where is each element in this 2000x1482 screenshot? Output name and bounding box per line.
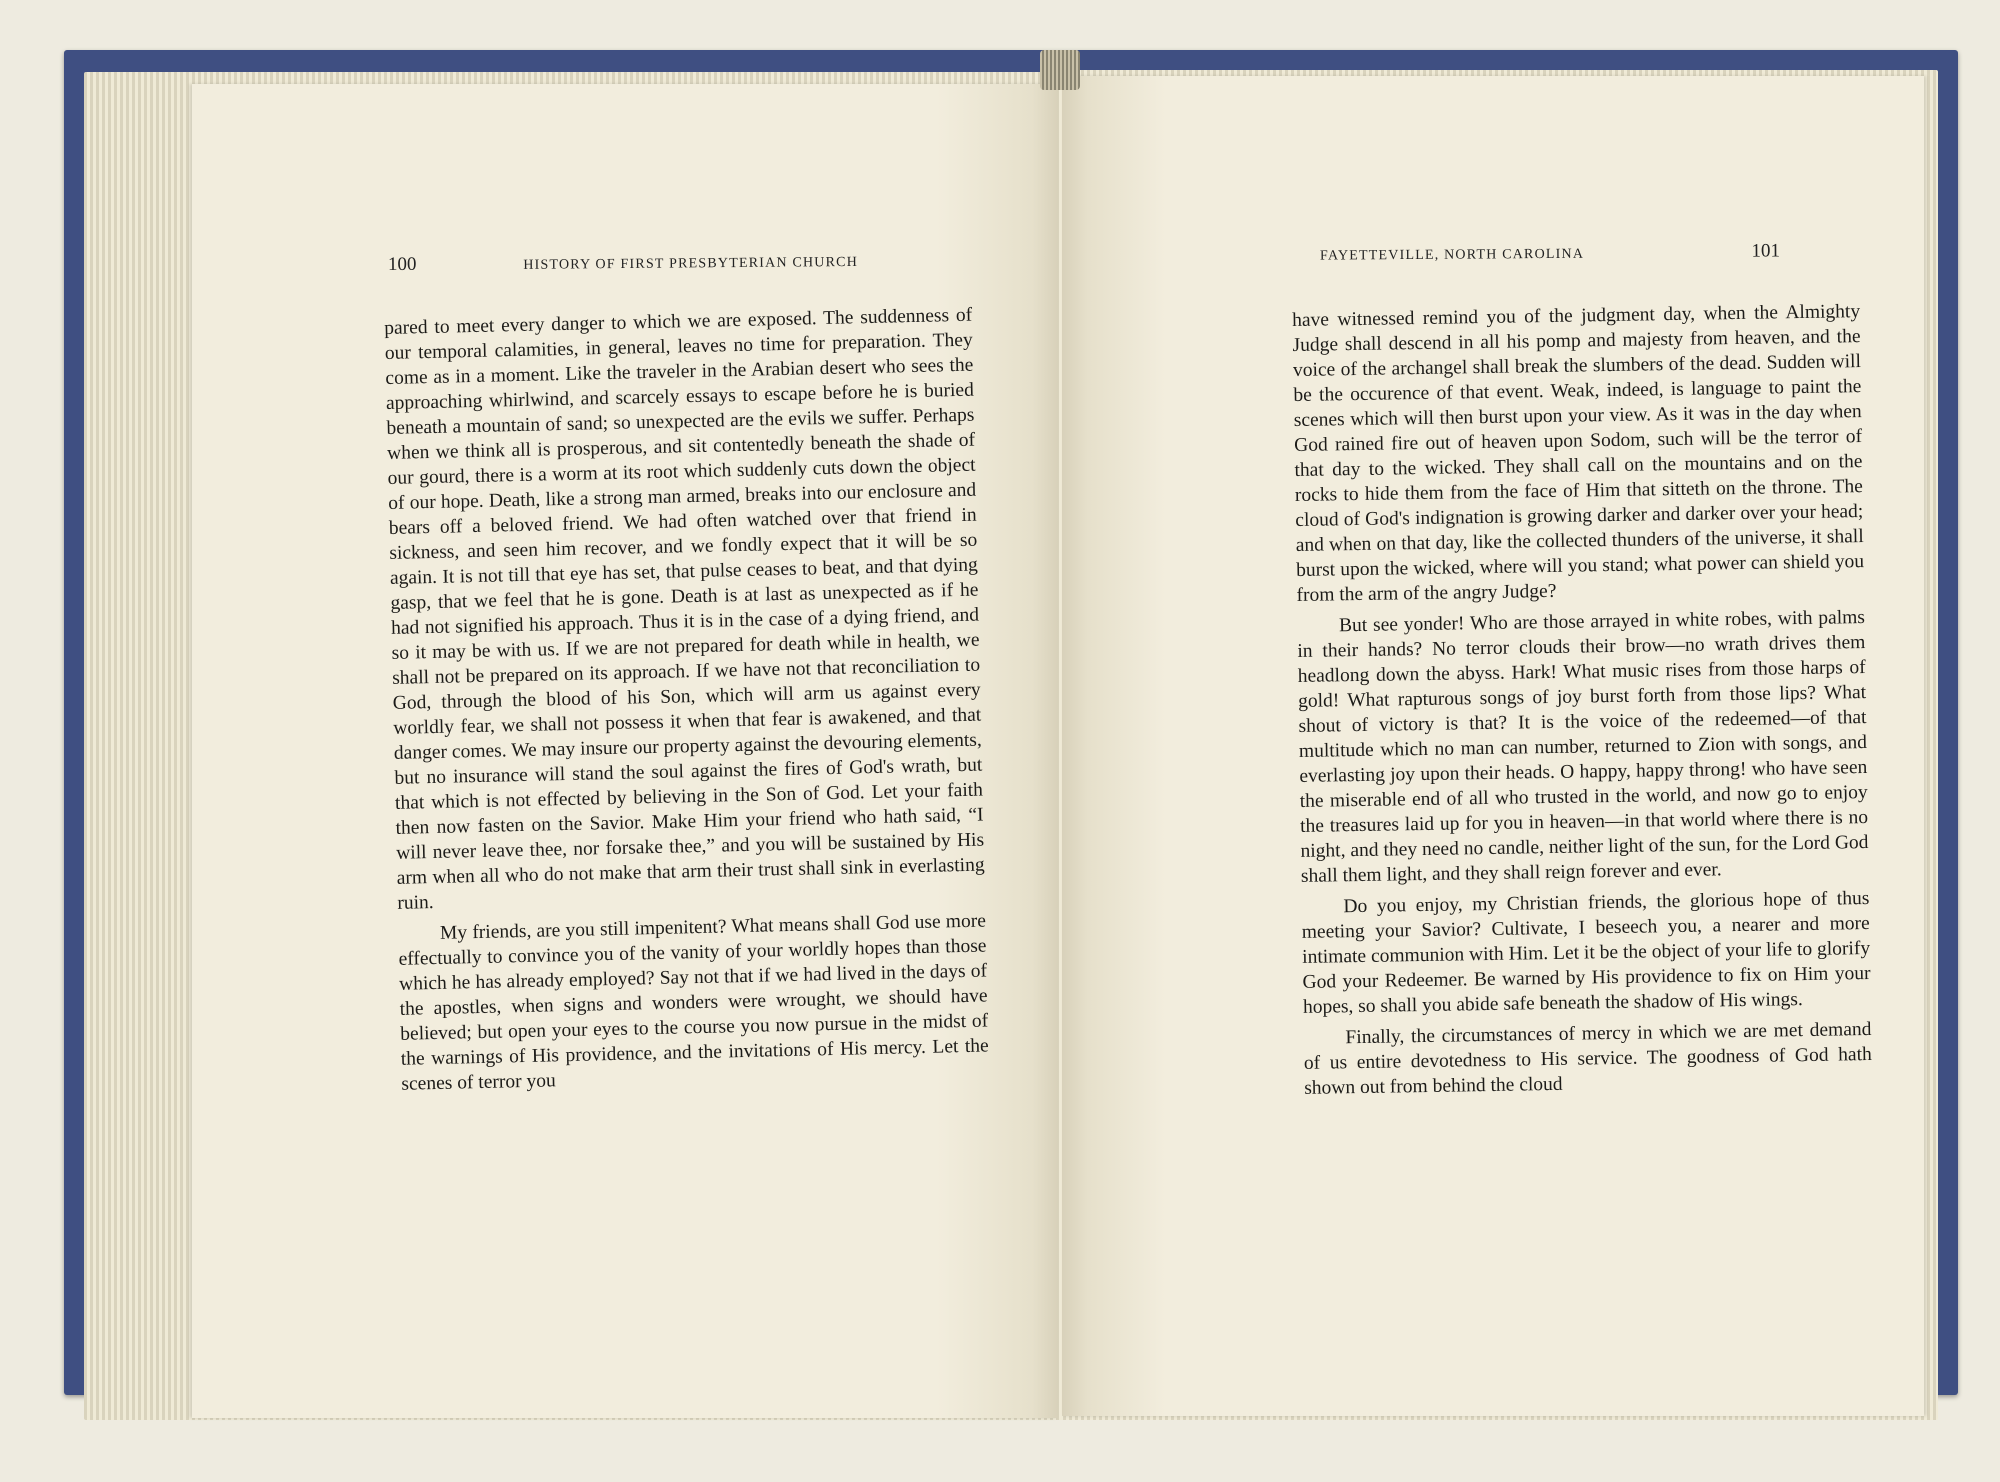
right-page: [1062, 76, 1924, 1416]
left-page-header: [388, 250, 858, 284]
paragraph: My friends, are you still impenitent? What means shall God use more effectually to convince you of the vanity of your worldly hopes than those which he has already employed? Say not that if we had lived in the days of the apostles, when signs and wonders were wrought, we should have believed; but open your eyes to the course you now pursue in the midst of the warnings of His providence, and the invitations of His mercy. Let the scenes of terror you: [398, 910, 989, 1095]
right-page-header: [1320, 240, 1780, 273]
paragraph: Do you enjoy, my Christian friends, the glorious hope of thus meeting your Savior? Cultivate, I beseech you, a nearer and more intimate communion with Him. Let it be the object of your life to glorify God your Redeemer. Be warned by His providence to fix on Him your hopes, so shall you abide safe beneath the shadow of His wings.: [1301, 888, 1871, 1018]
paragraph: Finally, the circumstances of mercy in which we are met demand of us entire devotedness to His service. The goodness of God hath shown out from behind the cloud: [1303, 1018, 1872, 1099]
book-spine: [1040, 50, 1080, 90]
right-page-number: 101: [1751, 240, 1781, 262]
left-page: [192, 84, 1058, 1418]
left-page-text: [384, 303, 990, 1103]
paragraph: pared to meet every danger to which we are exposed. The suddenness of our temporal calamities, in general, leaves no time for preparation. They come as in a moment. Like the traveler in the Arabian desert who sees the approaching whirlwind, and scarcely essays to escape before he is buried beneath a mountain of sand; so unexpected are the evils we suffer. Perhaps when we think all is prosperous, and sit contentedly beneath the shade of our gourd, there is a worm at its root which suddenly cuts down the object of our hope. Death, like a strong man armed, breaks into our enclosure and bears off a beloved friend. We had often watched over that friend in sickness, and seen him recover, and we fondly expect that it will be so again. It is not till that eye has set, that pulse ceases to beat, and that dying gasp, that we feel that he is gone. Death is at last as unexpected as if he had not signified his approach. Thus it is in the case of a dying friend, and so it may be with us. If we are not prepared for death while in health, we shall not be prepared on its approach. If we have not that reconciliation to God, through the blood of his Son, which will arm us against every worldly fear, we shall not possess it when that fear is awakened, and that danger comes. We may insure our property against the devouring elements, but no insurance will stand the soul against the fires of God's wrath, but that which is not effected by believing in the Son of God. Let your faith then now fasten on the Savior. Make Him your friend who hath said, “I will never leave thee, nor forsake thee,” and you will be sustained by His arm when all who do not make that arm their trust shall sink in everlasting ruin.: [384, 304, 985, 914]
left-page-number: 100: [387, 253, 417, 276]
paragraph: But see yonder! Who are those arrayed in white robes, with palms in their hands? No terror clouds their brow—no wrath drives them headlong down the abyss. Hark! What music rises from those harps of gold! What rapturous songs of joy burst forth from those lips? What shout of victory is that? It is the voice of the redeemed—of that multitude which no man can number, returned to Zion with songs, and everlasting joy upon their heads. O happy, happy throng! who have seen the miserable end of all who trusted in the world, and now go to enjoy the treasures laid up for you in heaven—in that world where there is no night, and they need no candle, neither light of the sun, for the Lord God shall them light, and they shall reign forever and ever.: [1297, 607, 1869, 887]
paragraph: have witnessed remind you of the judgment day, when the Almighty Judge shall descend in all his pomp and majesty from heaven, and the voice of the archangel shall break the slumbers of the dead. Sudden will be the occurence of that event. Weak, indeed, is language to paint the scenes which will then burst upon your view. As it was in the day when God rained fire out of heaven upon Sodom, such will be the terror of that day to the wicked. They shall call on the mountains and on the rocks to hide them from the face of Him that sitteth on the throne. The cloud of God's indignation is growing darker and darker over your head; and when on that day, like the collected thunders of the universe, it shall burst upon the wicked, where will you stand; what power can shield you from the arm of the angry Judge?: [1292, 301, 1865, 606]
left-running-head: HISTORY OF FIRST PRESBYTERIAN CHURCH: [523, 254, 859, 273]
right-page-text: [1292, 299, 1872, 1107]
right-running-head: FAYETTEVILLE, NORTH CAROLINA: [1319, 246, 1585, 264]
